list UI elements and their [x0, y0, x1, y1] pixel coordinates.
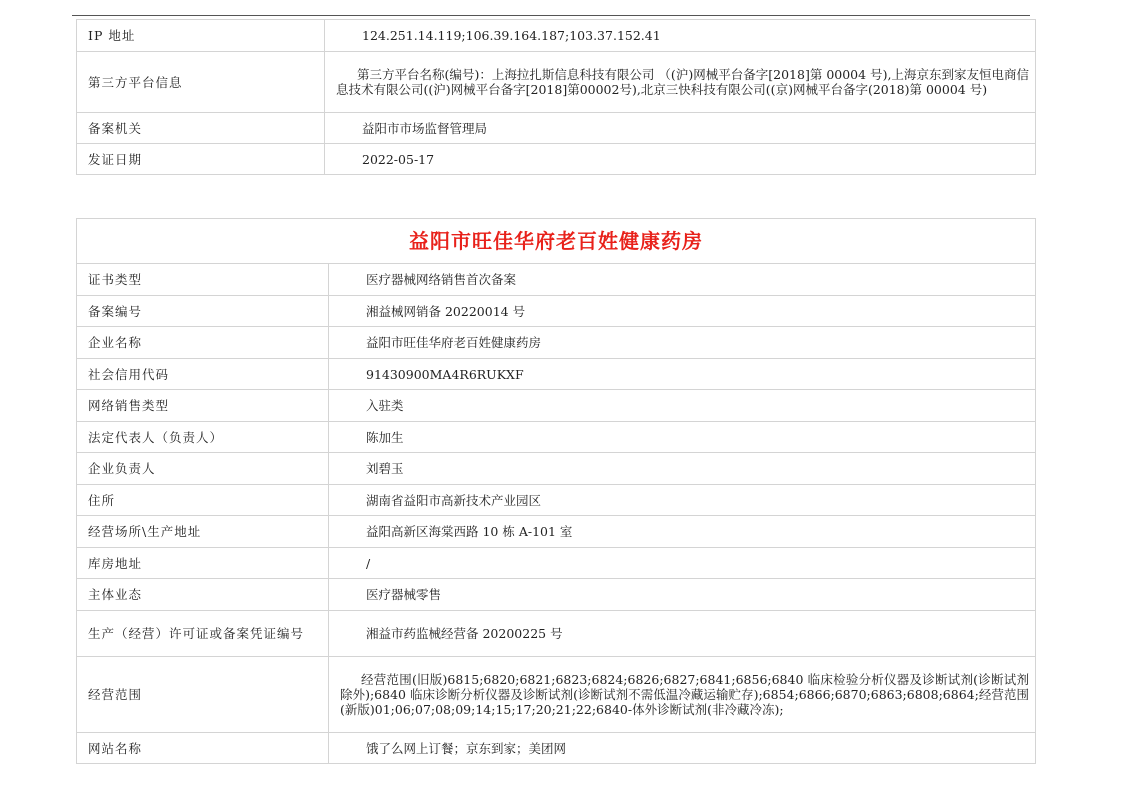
authority-value: 益阳市市场监督管理局 — [325, 113, 1036, 144]
row-label: 社会信用代码 — [77, 359, 329, 390]
table-row — [77, 516, 1036, 548]
table-row — [77, 422, 1036, 453]
row-label: 生产（经营）许可证或备案凭证编号 — [77, 611, 329, 657]
row-value: 益阳市旺佳华府老百姓健康药房 — [329, 327, 1036, 359]
issue-date-value: 2022-05-17 — [325, 144, 1036, 175]
row-label: 备案编号 — [77, 296, 329, 327]
table-row — [77, 485, 1036, 516]
table-row — [77, 113, 1036, 144]
row-value: 湖南省益阳市高新技术产业园区 — [329, 485, 1036, 516]
row-value: 饿了么网上订餐；京东到家；美团网 — [329, 733, 1036, 764]
table-row — [77, 548, 1036, 579]
row-value: 医疗器械网络销售首次备案 — [329, 264, 1036, 296]
row-label: 主体业态 — [77, 579, 329, 611]
title-row — [77, 219, 1036, 264]
row-label: 经营范围 — [77, 657, 329, 733]
third-party-value: 第三方平台名称(编号)：上海拉扎斯信息科技有限公司 （(沪)网械平台备字[2018]第 00004 号),上海京东到家友恒电商信息技术有限公司((沪)网械平台备字[2018]第00002号),北京三快科技有限公司((京)网械平台备字(2018)第 00004 号) — [336, 67, 1029, 97]
table-row — [77, 657, 1036, 733]
table-row — [77, 390, 1036, 422]
row-value: 湘益市药监械经营备 20200225 号 — [329, 611, 1036, 657]
table-row — [77, 144, 1036, 175]
row-label: 网站名称 — [77, 733, 329, 764]
issue-date-label: 发证日期 — [77, 144, 325, 175]
pharmacy-title: 益阳市旺佳华府老百姓健康药房 — [77, 219, 1036, 264]
row-value: 医疗器械零售 — [329, 579, 1036, 611]
row-value: 91430900MA4R6RUKXF — [329, 359, 1036, 390]
record-table-1 — [76, 19, 1036, 175]
record-table-2 — [76, 218, 1036, 764]
row-label: 库房地址 — [77, 548, 329, 579]
row-label: 网络销售类型 — [77, 390, 329, 422]
row-value: 入驻类 — [329, 390, 1036, 422]
table-row — [77, 733, 1036, 764]
row-label: 企业名称 — [77, 327, 329, 359]
header-rule — [72, 15, 1030, 16]
row-label: 法定代表人（负责人） — [77, 422, 329, 453]
row-value: / — [329, 548, 1036, 579]
table-row — [77, 579, 1036, 611]
authority-label: 备案机关 — [77, 113, 325, 144]
table-row — [77, 52, 1036, 113]
row-value: 刘碧玉 — [329, 453, 1036, 485]
ip-label: IP 地址 — [77, 20, 325, 52]
table-row — [77, 453, 1036, 485]
row-value: 湘益械网销备 20220014 号 — [329, 296, 1036, 327]
table-row — [77, 327, 1036, 359]
row-label: 证书类型 — [77, 264, 329, 296]
table-row — [77, 264, 1036, 296]
row-value: 陈加生 — [329, 422, 1036, 453]
table-row — [77, 359, 1036, 390]
table-row — [77, 296, 1036, 327]
row-label: 住所 — [77, 485, 329, 516]
business-scope-value: 经营范围(旧版)6815;6820;6821;6823;6824;6826;6827;6841;6856;6840 临床检验分析仪器及诊断试剂(诊断试剂除外);6840 临床诊断分析仪器及诊断试剂(诊断试剂不需低温冷藏运输贮存);6854;6866;6870;6863;6808;6864;经营范围(新版)01;06;07;08;09;14;15;17;20;21;22;6840-体外诊断试剂(非冷藏冷冻); — [340, 672, 1029, 717]
table-row — [77, 611, 1036, 657]
third-party-label: 第三方平台信息 — [77, 52, 325, 113]
row-value: 益阳高新区海棠西路 10 栋 A-101 室 — [329, 516, 1036, 548]
row-label: 企业负责人 — [77, 453, 329, 485]
table-row — [77, 20, 1036, 52]
row-label: 经营场所\生产地址 — [77, 516, 329, 548]
ip-value: 124.251.14.119;106.39.164.187;103.37.152.41 — [325, 20, 1036, 52]
